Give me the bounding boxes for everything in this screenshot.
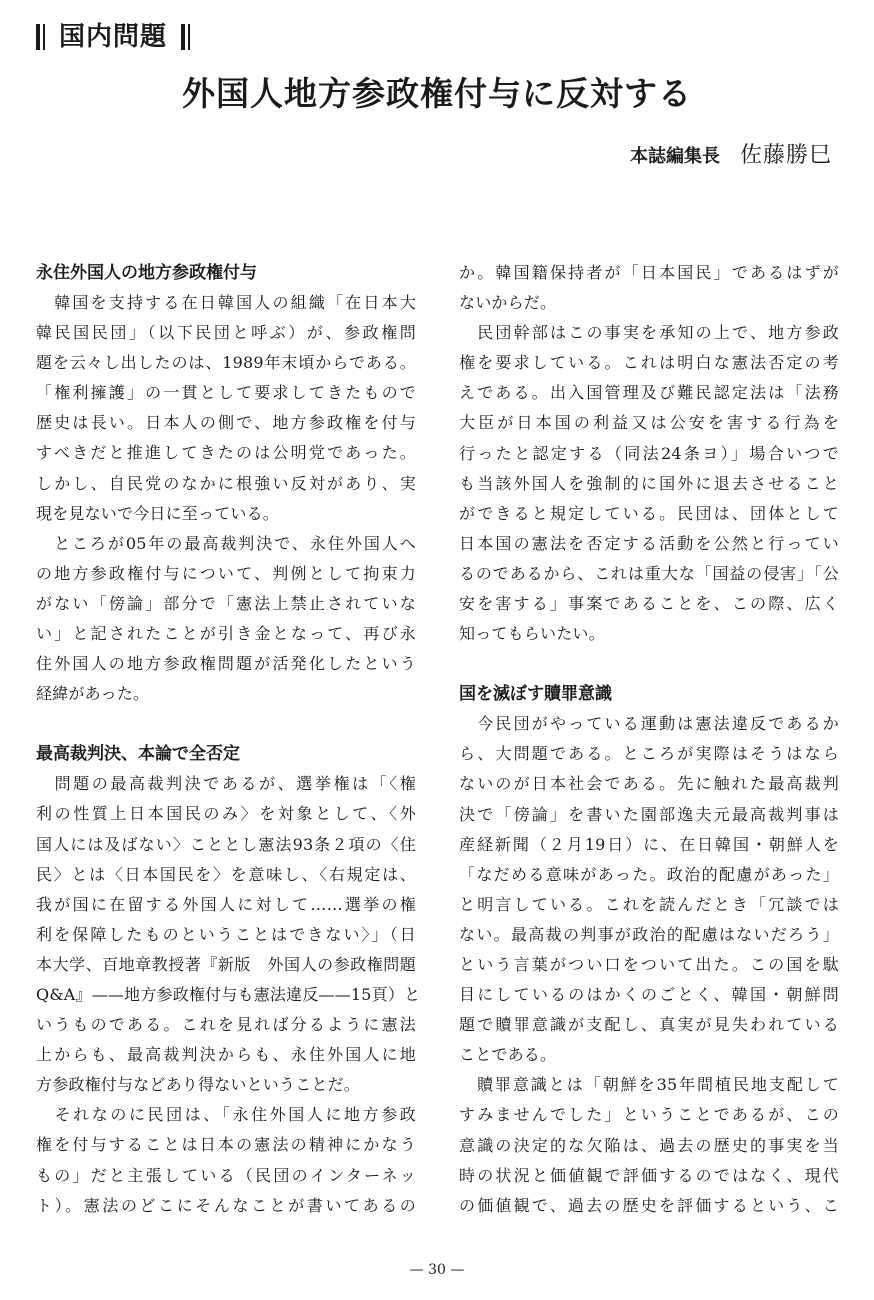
text-line: と明言している。これを読んだとき「冗談では [459,894,839,914]
paragraph [36,769,421,1100]
text-line: 産経新聞（２月19日）に、在日韓国・朝鮮人を [459,834,839,854]
text-line: 目にしているのはかくのごとく、韓国・朝鮮問 [459,985,839,1005]
paragraph [459,258,839,318]
text-line: 意識の決定的な欠陥は、過去の歴史的事実を当 [459,1135,839,1155]
text-line: 民団幹部はこの事実を承知の上で、地方参政 [459,323,839,343]
text-line: 知ってもらいたい。 [459,624,605,644]
bar-ornament [188,24,190,50]
spacer [459,649,839,679]
text-line: 題を云々し出したのは、1989年末頃からである。 [36,353,416,373]
author-role: 本誌編集長 [629,146,720,167]
text-line: 「なだめる意味があった。政治的配慮があった」 [459,864,839,884]
text-line: 我が国に在留する外国人に対して……選挙の権 [36,894,416,914]
article-title: 外国人地方参政権付与に反対する [182,74,692,113]
bar-ornament [36,24,40,50]
paragraph [36,529,416,710]
text-line: い」と記されたことが引き金となって、再び永 [36,624,416,644]
right-column [459,258,839,1221]
text-line: るのであるから、これは重大な「国益の侵害」「公 [459,563,839,583]
text-line: 現を見ないで今日に至っている。 [36,503,280,523]
text-line: Q&A』——地方参政権付与も憲法違反——15頁）と [36,984,421,1004]
text-line: いうものである。これを見れば分るように憲法 [36,1015,416,1035]
paragraph [459,318,839,649]
text-line: 本大学、百地章教授著『新版 外国人の参政権問題 [36,954,416,974]
section-heading: 国を滅ぼす贖罪意識 [459,684,612,705]
text-line: 権を付与することは日本の憲法の精神にかなう [36,1135,416,1155]
text-line: 贖罪意識とは「朝鮮を35年間植民地支配して [459,1075,839,1095]
text-line: 行ったと認定する（同法24条ヨ）」場合いつで [459,443,839,463]
text-line: すべきだと推進してきたのは公明党であった。 [36,443,416,463]
text-line: 日本国の憲法を否定する活動を公然と行ってい [459,533,839,553]
section-header [36,22,190,52]
text-line: 利を保障したものということはできない〉」（日 [36,924,416,944]
text-line: 方参政権付与などあり得ないということだ。 [36,1075,361,1095]
section-heading: 永住外国人の地方参政権付与 [36,263,257,283]
text-line: という言葉がつい口をついて出た。この国を駄 [459,954,839,974]
text-line: 経緯があった。 [36,684,150,704]
text-line: 今民団がやっている運動は憲法違反であるか [459,714,839,734]
text-line: も当該外国人を強制的に国外に退去させること [459,473,839,493]
text-line: ないからだ。 [459,293,557,313]
paragraph [459,709,839,1070]
text-line: えである。出入国管理及び難民認定法は「法務 [459,383,839,403]
author-name: 佐藤勝巳 [739,143,832,168]
text-line: 大臣が日本国の利益又は公安を害する行為を [459,413,839,433]
text-line: 民〉とは〈日本国民を〉を意味し、〈右規定は、 [36,864,416,884]
text-line: がない「傍論」部分で「憲法上禁止されていな [36,593,416,613]
section-heading: 最高裁判決、本論で全否定 [36,744,240,765]
text-line: 韓民国民団」（以下民団と呼ぶ）が、参政権問 [36,323,416,343]
byline [630,138,832,169]
text-line: すみませんでした」ということであるが、この [459,1105,839,1125]
text-line: ことである。 [459,1045,557,1065]
text-line: もの」だと主張している（民団のインターネッ [36,1165,416,1185]
text-line: ト）。憲法のどこにそんなことが書いてあるの [36,1195,416,1215]
text-line: ができると規定している。民団は、団体として [459,503,839,523]
text-line: 利の性質上日本国民のみ〉を対象として、〈外 [36,804,416,824]
text-line: 安を害する」事案であることを、この際、広く [459,594,839,614]
text-line: の価値観で、過去の歴史を評価するという、こ [459,1195,839,1215]
bar-ornament [181,24,185,50]
text-line: 権を要求している。これは明白な憲法否定の考 [459,353,839,373]
left-column [36,258,421,1221]
paragraph [36,288,416,529]
text-line: ないのが日本社会である。先に触れた最高裁判 [459,774,839,794]
text-line: ところが05年の最高裁判決で、永住外国人へ [36,533,416,553]
paragraph [459,1070,839,1220]
right-bars-ornament [181,24,190,50]
section-label: 国内問題 [59,22,168,52]
text-line: 住外国人の地方参政権問題が活発化したという [36,654,416,674]
text-line: ない。最高裁の判事が政治的配慮はないだろう」 [459,924,839,944]
text-line: 決で「傍論」を書いた園部逸夫元最高裁判事は [459,804,839,824]
spacer [36,709,416,739]
left-bars-ornament [36,24,45,50]
text-line: 上からも、最高裁判決からも、永住外国人に地 [36,1045,416,1065]
paragraph [36,1100,416,1220]
text-line: 国人には及ばない〉こととし憲法93条２項の〈住 [36,834,416,854]
text-line: 韓国を支持する在日韓国人の組織「在日本大 [36,293,416,312]
text-line: 時の状況と価値観で評価するのではなく、現代 [459,1165,839,1185]
text-line: 問題の最高裁判決であるが、選挙権は「〈権 [36,774,416,794]
text-line: ら、大問題である。ところが実際はそうはなら [459,744,839,764]
text-line: 「権利擁護」の一貫として要求してきたもので [36,383,416,403]
text-line: それなのに民団は、「永住外国人に地方参政 [36,1105,416,1125]
page-number: — 30 — [409,1262,465,1278]
text-line: 歴史は長い。日本人の側で、地方参政権を付与 [36,413,416,433]
text-line: 題で贖罪意識が支配し、真実が見失われている [459,1015,839,1035]
bar-ornament [43,24,45,50]
text-line: しかし、自民党のなかに根強い反対があり、実 [36,473,416,493]
text-line: の地方参政権付与について、判例として拘束力 [36,563,416,583]
text-line: か。韓国籍保持者が「日本国民」であるはずが [459,263,839,282]
